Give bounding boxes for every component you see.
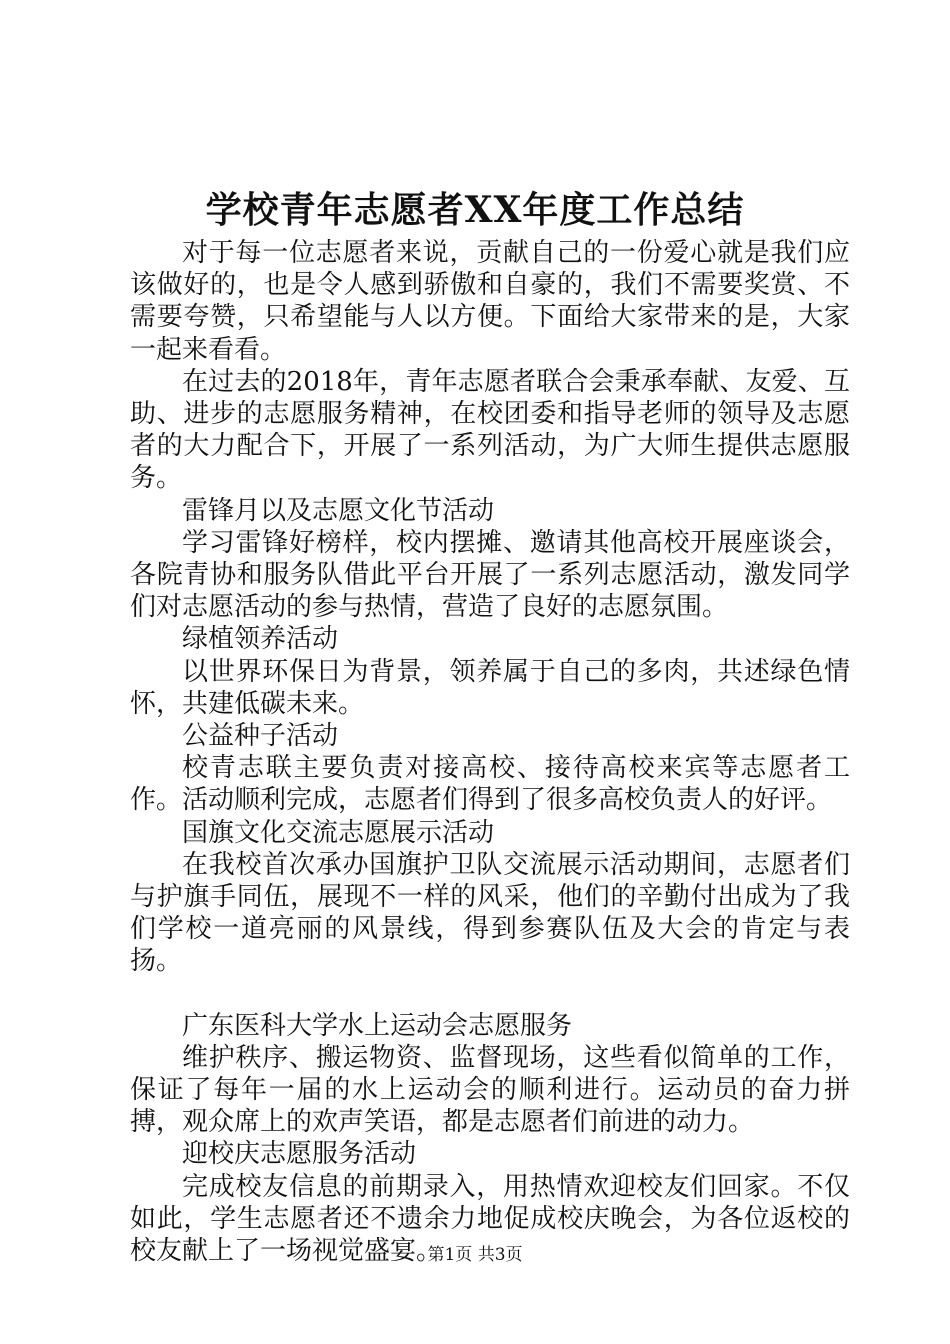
section-heading-plant-adoption: 绿植领养活动 — [182, 624, 339, 655]
intro-paragraph: 对于每一位志愿者来说，贡献自己的一份爱心就是我们应该做好的，也是令人感到骄傲和自豪的，我们不需要奖赏、不需要夸赞，只希望能与人以方便。下面给大家带来的是，大家一起来看看。 — [130, 238, 850, 365]
section-body-plant-adoption: 以世界环保日为背景，领养属于自己的多肉，共述绿色情怀，共建低碳未来。 — [130, 656, 850, 719]
section-heading-leifeng: 雷锋月以及志愿文化节活动 — [182, 495, 495, 526]
section-heading-anniversary: 迎校庆志愿服务活动 — [182, 1139, 417, 1170]
section-heading-charity-seed: 公益种子活动 — [182, 721, 339, 752]
section-heading-water-sports: 广东医科大学水上运动会志愿服务 — [182, 1010, 573, 1041]
section-body-charity-seed: 校青志联主要负责对接高校、接待高校来宾等志愿者工作。活动顺利完成，志愿者们得到了很多高校负责人的好评。 — [130, 753, 850, 816]
page-footer: 第1页 共3页 — [427, 1245, 523, 1265]
section-body-anniversary: 完成校友信息的前期录入，用热情欢迎校友们回家。不仅如此，学生志愿者还不遗余力地促成校庆晚会，为各位返校的校友献上了一场视觉盛宴。 — [130, 1171, 850, 1267]
section-heading-flag-culture: 国旗文化交流志愿展示活动 — [182, 817, 495, 848]
section-body-water-sports: 维护秩序、搬运物资、监督现场，这些看似简单的工作，保证了每年一届的水上运动会的顺利进行。运动员的奋力拼搏，观众席上的欢声笑语，都是志愿者们前进的动力。 — [130, 1042, 850, 1138]
overview-paragraph: 在过去的2018年，青年志愿者联合会秉承奉献、友爱、互助、进步的志愿服务精神，在校团委和指导老师的领导及志愿者的大力配合下，开展了一系列活动，为广大师生提供志愿服务。 — [130, 366, 850, 494]
section-body-flag-culture: 在我校首次承办国旗护卫队交流展示活动期间，志愿者们与护旗手同伍，展现不一样的风采，他们的辛勤付出成为了我们学校一道亮丽的风景线，得到参赛队伍及大会的肯定与表扬。 — [130, 849, 850, 977]
section-body-leifeng: 学习雷锋好榜样，校内摆摊、邀请其他高校开展座谈会，各院青协和服务队借此平台开展了一系列志愿活动，激发同学们对志愿活动的参与热情，营造了良好的志愿氛围。 — [130, 527, 850, 623]
document-body — [130, 237, 850, 1267]
paragraph-spacer — [130, 978, 850, 1010]
document-title: 学校青年志愿者XX年度工作总结 — [205, 189, 745, 231]
